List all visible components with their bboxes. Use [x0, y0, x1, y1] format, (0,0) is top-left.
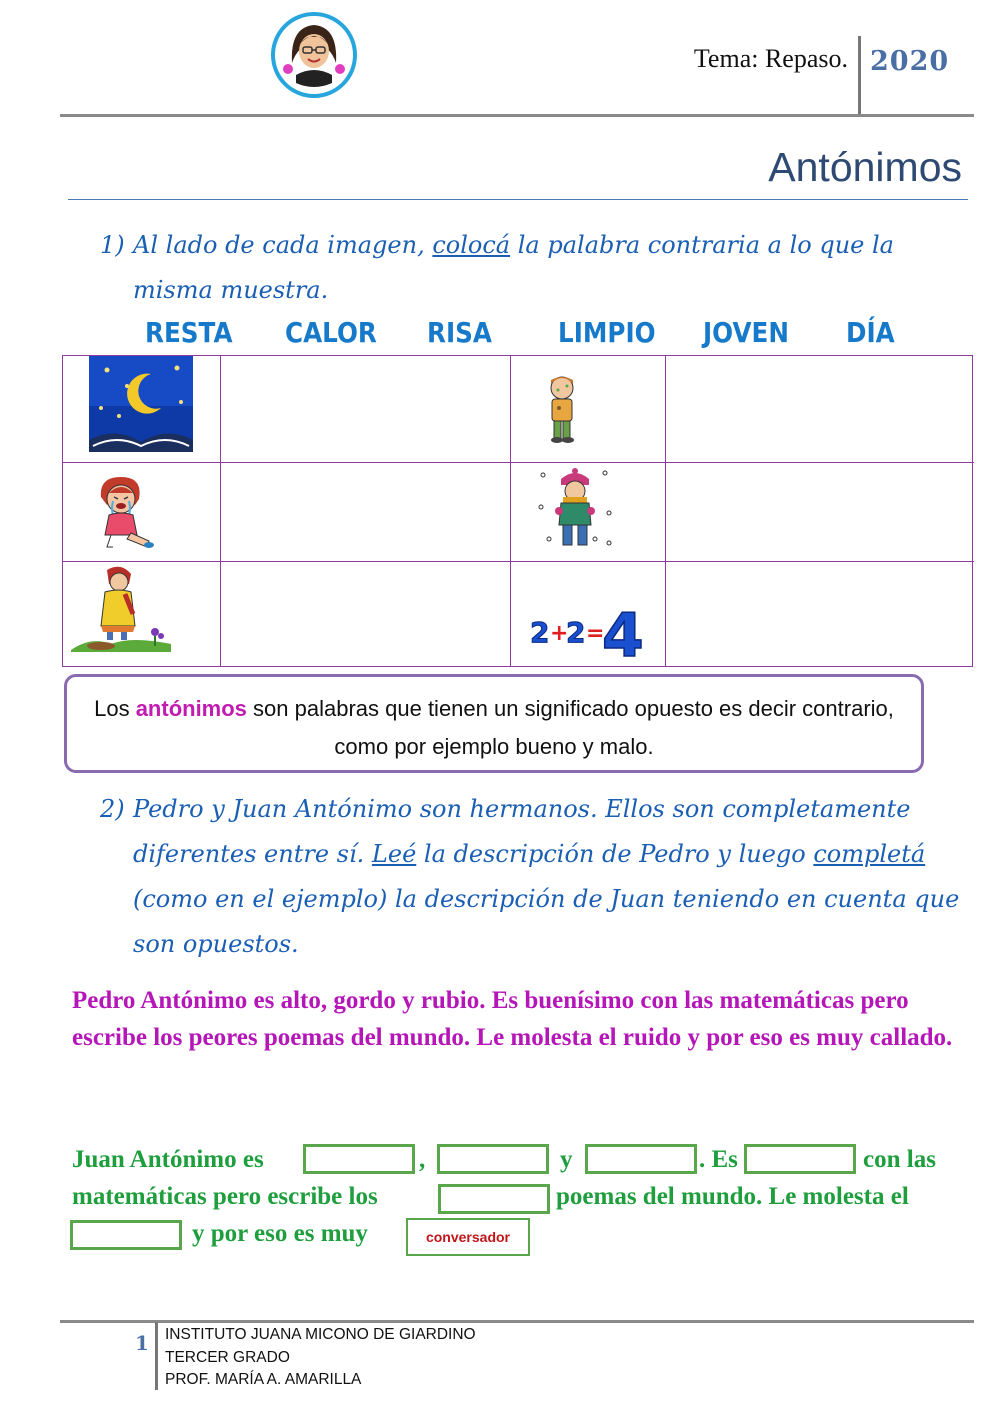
title-rule	[68, 199, 968, 200]
question-2-text-2: la descripción de Pedro y luego	[416, 840, 814, 868]
question-2-text-1: Pedro y Juan Antónimo son hermanos. Ellos son completamente diferentes entre sí.	[133, 795, 911, 868]
svg-text:2: 2	[566, 616, 586, 649]
header-rule	[60, 114, 974, 117]
juan-line3-mid: y por eso es muy	[192, 1220, 368, 1247]
year-label: 2020	[870, 46, 950, 77]
table-cell-image	[511, 463, 666, 562]
juan-start: Juan Antónimo es	[72, 1146, 264, 1173]
antonyms-table	[62, 355, 973, 667]
old-woman-image	[71, 564, 171, 652]
juan-comma: ,	[419, 1146, 426, 1173]
question-2-instructions	[100, 787, 980, 967]
definition-before: Los	[94, 696, 136, 721]
blank-input-4[interactable]	[744, 1144, 856, 1174]
blank-input-5[interactable]	[438, 1184, 550, 1214]
definition-term: antónimos	[135, 696, 247, 721]
page-number: 1	[135, 1331, 149, 1355]
definition-box	[64, 674, 924, 773]
table-cell-image	[511, 562, 666, 667]
blank-input-1-field[interactable]	[306, 1152, 412, 1176]
blank-input-2-field[interactable]	[440, 1152, 546, 1176]
footer-grade: TERCER GRADO	[165, 1348, 290, 1366]
question-1-verb: colocá	[432, 231, 511, 259]
addition-image	[526, 600, 650, 664]
word-bank-item[interactable]: RISA	[427, 316, 492, 349]
page-title: Antónimos	[768, 144, 962, 190]
juan-line2-end: poemas del mundo. Le molesta el	[556, 1183, 909, 1210]
blank-input-5-field[interactable]	[441, 1192, 547, 1216]
table-cell-image	[63, 463, 221, 562]
svg-text:4: 4	[602, 601, 644, 664]
footer-divider	[155, 1322, 158, 1390]
table-cell-image	[63, 356, 221, 463]
footer-rule	[60, 1320, 974, 1323]
crying-girl-image	[91, 475, 155, 551]
question-2-verb-1: Leé	[371, 840, 417, 868]
dirty-boy-image	[537, 374, 587, 446]
svg-text:=: =	[586, 621, 605, 646]
blank-input-1[interactable]	[303, 1144, 415, 1174]
example-answer-box: conversador	[406, 1218, 530, 1256]
footer-school: INSTITUTO JUANA MICONO DE GIARDINO	[165, 1326, 476, 1343]
footer-info	[165, 1324, 476, 1392]
word-bank-item[interactable]: JOVEN	[703, 316, 789, 349]
word-bank-item[interactable]: CALOR	[285, 316, 377, 349]
juan-line2-start: matemáticas pero escribe los	[72, 1183, 378, 1210]
blank-input-6[interactable]	[70, 1220, 182, 1250]
footer-teacher: PROF. MARÍA A. AMARILLA	[165, 1371, 362, 1388]
blank-input-4-field[interactable]	[747, 1152, 853, 1176]
question-2-text-3: (como en el ejemplo) la descripción de Juan teniendo en cuenta que son opuestos.	[133, 885, 960, 958]
question-1-instructions	[100, 223, 980, 313]
answer-cell[interactable]	[221, 463, 511, 562]
teacher-avatar-logo	[270, 5, 358, 101]
answer-cell[interactable]	[666, 356, 974, 463]
word-bank-item[interactable]: DÍA	[846, 316, 895, 349]
blank-input-2[interactable]	[437, 1144, 549, 1174]
word-bank-item[interactable]: LIMPIO	[558, 316, 656, 349]
word-bank-item[interactable]: RESTA	[145, 316, 233, 349]
juan-y: y	[560, 1146, 573, 1173]
juan-es: . Es	[699, 1146, 738, 1173]
question-2-number: 2)	[100, 795, 125, 823]
cold-boy-image	[535, 467, 615, 551]
topic-label: Tema: Repaso.	[693, 44, 848, 73]
table-cell-image	[63, 562, 221, 667]
svg-text:+: +	[550, 621, 569, 646]
juan-con-las: con las	[863, 1146, 936, 1173]
header-divider	[858, 36, 861, 116]
blank-input-3-field[interactable]	[588, 1152, 694, 1176]
blank-input-3[interactable]	[585, 1144, 697, 1174]
blank-input-6-field[interactable]	[73, 1228, 179, 1252]
table-cell-image	[511, 356, 666, 463]
question-2-verb-2: completá	[813, 840, 926, 868]
answer-cell[interactable]	[666, 562, 974, 667]
question-1-text-after: la palabra contraria a lo que la misma muestra.	[133, 231, 894, 304]
pedro-description: Pedro Antónimo es alto, gordo y rubio. Es buenísimo con las matemáticas pero escribe los peores poemas del mundo. Le molesta el ruido y por eso es muy callado.	[72, 987, 953, 1051]
question-1-text-before: Al lado de cada imagen,	[133, 231, 433, 259]
word-bank	[100, 316, 920, 356]
definition-after: son palabras que tienen un significado opuesto es decir contrario, como por ejemplo bueno y malo.	[246, 696, 894, 759]
answer-cell[interactable]	[221, 562, 511, 667]
night-moon-image	[89, 356, 193, 452]
question-1-number: 1)	[100, 231, 125, 259]
svg-text:2: 2	[530, 616, 550, 649]
answer-cell[interactable]	[666, 463, 974, 562]
answer-cell[interactable]	[221, 356, 511, 463]
